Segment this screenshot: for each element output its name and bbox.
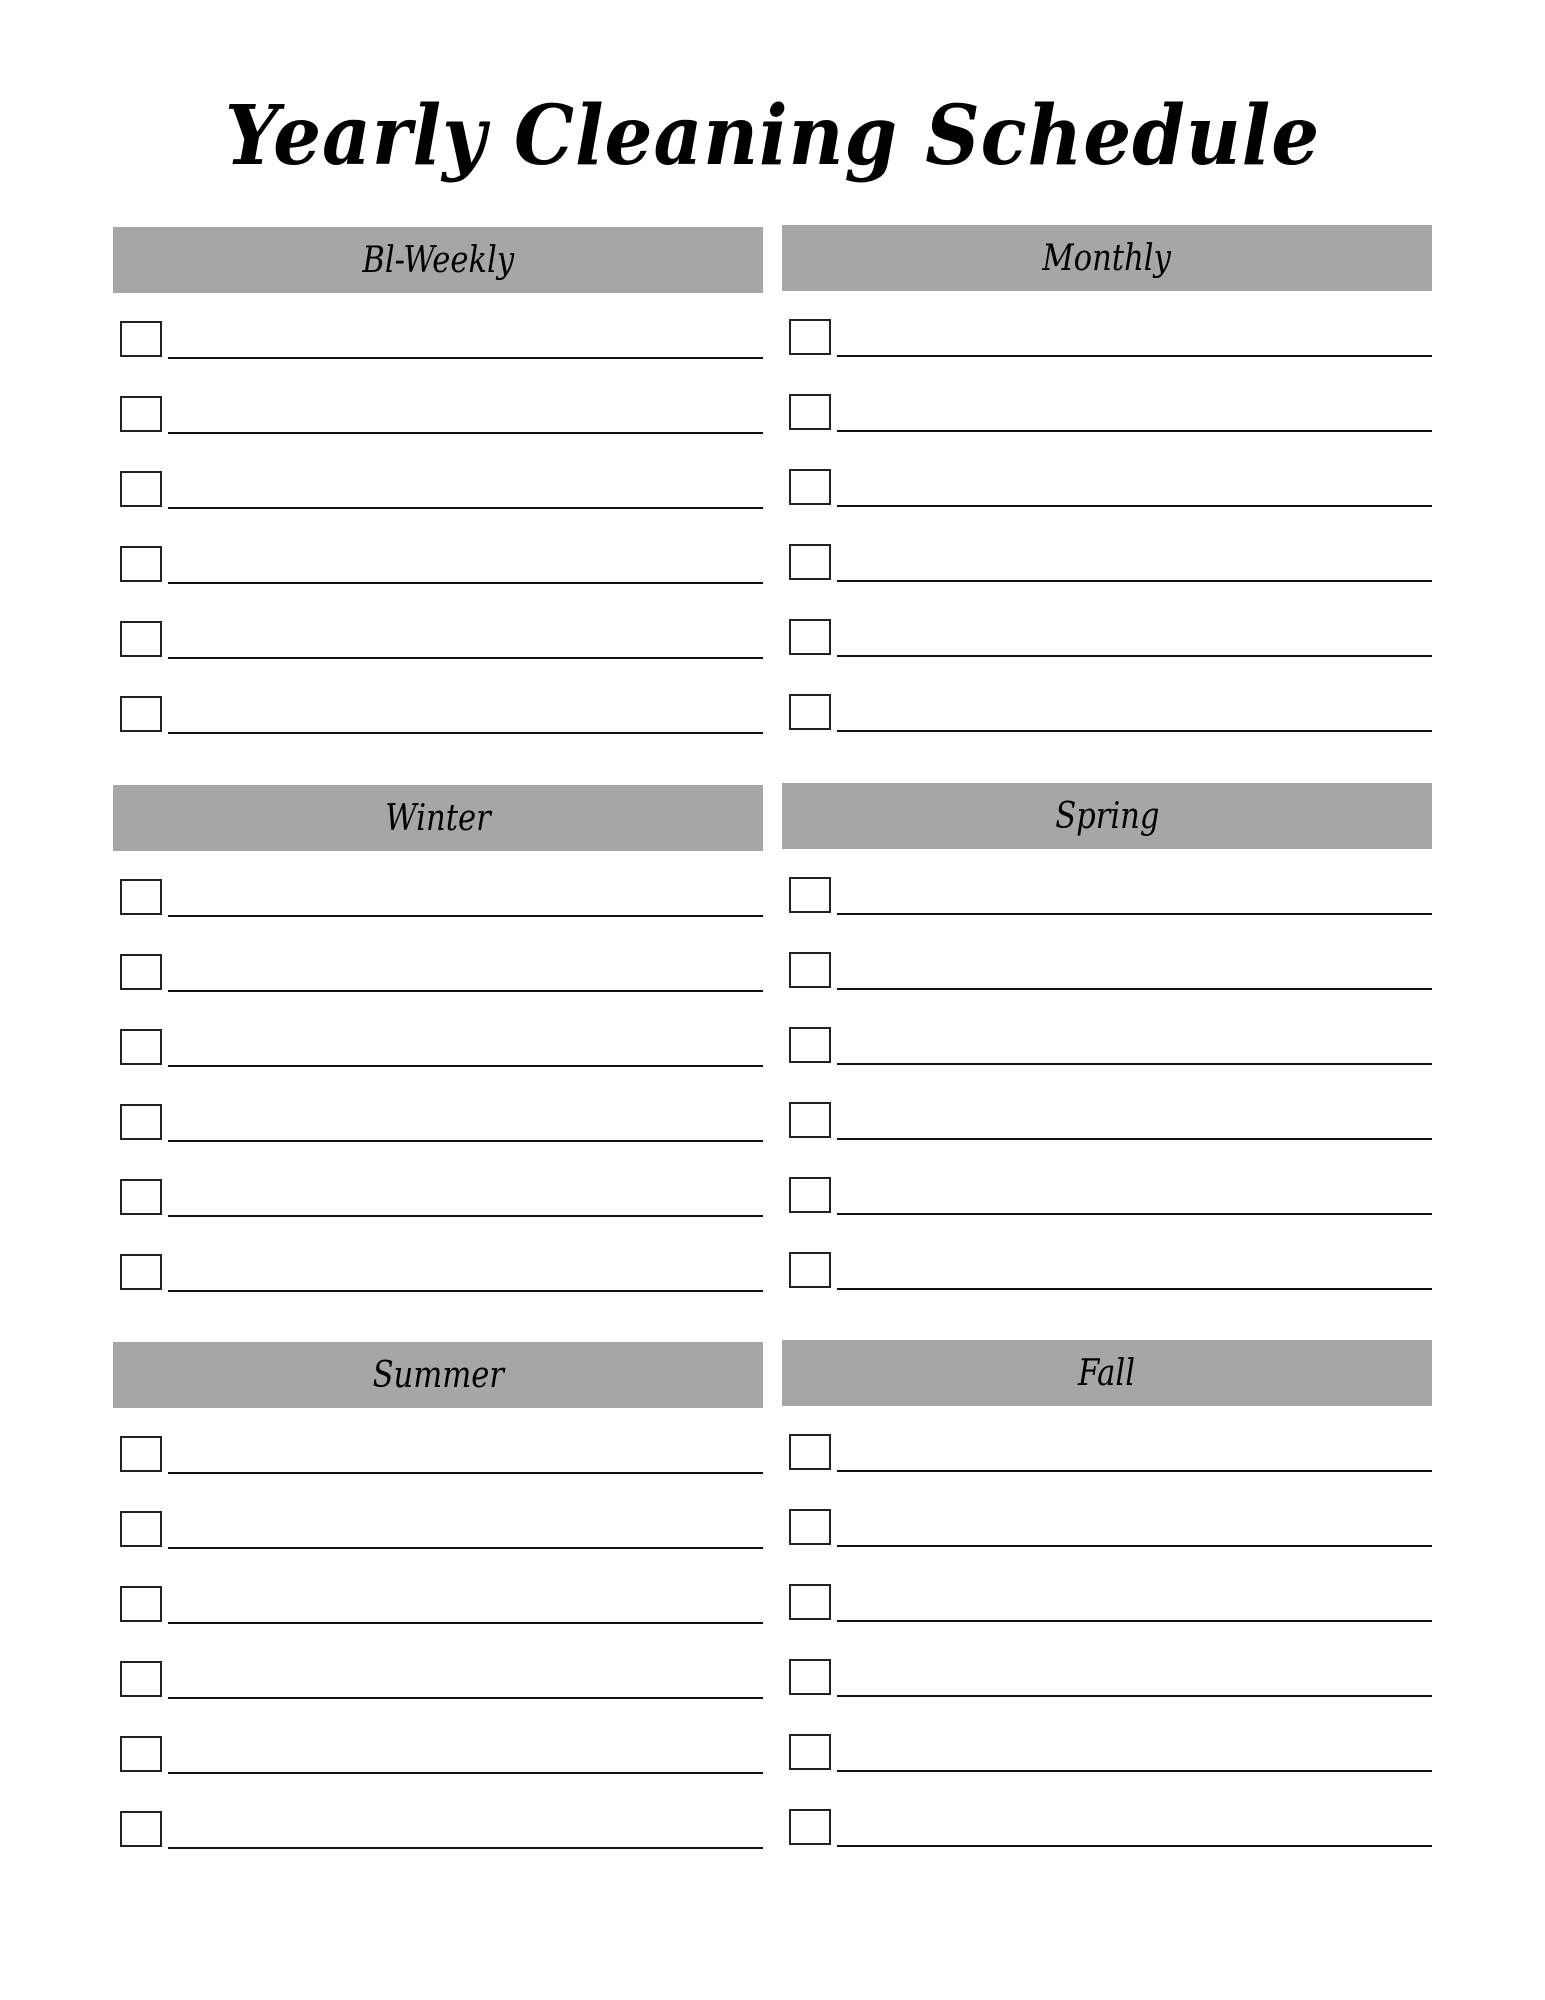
task-input[interactable] xyxy=(837,1025,1436,1061)
task-line xyxy=(837,1288,1432,1290)
section-bi-weekly xyxy=(113,227,763,743)
task-list xyxy=(782,849,1432,1299)
task-row xyxy=(113,593,763,668)
task-input[interactable] xyxy=(837,1807,1436,1843)
task-input[interactable] xyxy=(168,1809,767,1845)
task-checkbox[interactable] xyxy=(120,954,162,990)
task-input[interactable] xyxy=(168,1027,767,1063)
task-input[interactable] xyxy=(837,1250,1436,1286)
task-input[interactable] xyxy=(168,469,767,505)
task-row xyxy=(113,1001,763,1076)
task-row xyxy=(782,591,1432,666)
section-title: Summer xyxy=(372,1354,504,1396)
task-checkbox[interactable] xyxy=(120,396,162,432)
task-line xyxy=(837,1770,1432,1772)
task-list xyxy=(782,291,1432,741)
section-title: Fall xyxy=(1078,1352,1136,1394)
task-row xyxy=(782,1224,1432,1299)
task-checkbox[interactable] xyxy=(789,619,831,655)
task-input[interactable] xyxy=(837,692,1436,728)
task-line xyxy=(168,1622,763,1624)
task-line xyxy=(168,1697,763,1699)
task-input[interactable] xyxy=(168,1659,767,1695)
task-checkbox[interactable] xyxy=(120,471,162,507)
section-winter xyxy=(113,785,763,1301)
task-row xyxy=(113,443,763,518)
task-input[interactable] xyxy=(168,1102,767,1138)
section-title: Monthly xyxy=(1042,237,1172,279)
task-checkbox[interactable] xyxy=(789,1177,831,1213)
section-spring xyxy=(782,783,1432,1299)
task-checkbox[interactable] xyxy=(120,321,162,357)
task-row xyxy=(113,1708,763,1783)
task-checkbox[interactable] xyxy=(120,1661,162,1697)
page-title: Yearly Cleaning Schedule xyxy=(224,88,1321,184)
section-title: Spring xyxy=(1054,795,1160,837)
task-input[interactable] xyxy=(837,1732,1436,1768)
task-list xyxy=(782,1406,1432,1856)
task-row xyxy=(782,924,1432,999)
task-row xyxy=(113,1483,763,1558)
task-list xyxy=(113,293,763,743)
task-input[interactable] xyxy=(168,544,767,580)
task-row xyxy=(782,1481,1432,1556)
task-line xyxy=(837,1545,1432,1547)
task-input[interactable] xyxy=(837,1432,1436,1468)
task-row xyxy=(113,1558,763,1633)
task-row xyxy=(113,293,763,368)
task-row xyxy=(113,668,763,743)
task-input[interactable] xyxy=(837,1657,1436,1693)
task-input[interactable] xyxy=(168,1177,767,1213)
task-row xyxy=(782,1074,1432,1149)
task-checkbox[interactable] xyxy=(789,1509,831,1545)
task-input[interactable] xyxy=(837,950,1436,986)
task-checkbox[interactable] xyxy=(789,1027,831,1063)
task-checkbox[interactable] xyxy=(789,1659,831,1695)
task-line xyxy=(837,730,1432,732)
task-line xyxy=(837,1620,1432,1622)
section-summer xyxy=(113,1342,763,1858)
task-line xyxy=(168,915,763,917)
task-line xyxy=(168,732,763,734)
task-input[interactable] xyxy=(168,1509,767,1545)
task-row xyxy=(782,516,1432,591)
task-row xyxy=(782,1706,1432,1781)
task-line xyxy=(168,1140,763,1142)
task-input[interactable] xyxy=(837,617,1436,653)
task-line xyxy=(168,657,763,659)
task-input[interactable] xyxy=(837,317,1436,353)
section-header xyxy=(782,783,1432,849)
section-title: Winter xyxy=(385,797,491,839)
task-row xyxy=(782,441,1432,516)
task-row xyxy=(113,1783,763,1858)
section-header xyxy=(782,1340,1432,1406)
task-line xyxy=(837,988,1432,990)
task-checkbox[interactable] xyxy=(789,952,831,988)
task-input[interactable] xyxy=(168,952,767,988)
task-row xyxy=(782,291,1432,366)
section-header xyxy=(782,225,1432,291)
task-input[interactable] xyxy=(837,1507,1436,1543)
task-line xyxy=(837,655,1432,657)
task-line xyxy=(168,507,763,509)
task-checkbox[interactable] xyxy=(789,1584,831,1620)
task-checkbox[interactable] xyxy=(120,1029,162,1065)
task-line xyxy=(168,990,763,992)
section-header xyxy=(113,785,763,851)
task-row xyxy=(113,1151,763,1226)
task-input[interactable] xyxy=(168,394,767,430)
task-line xyxy=(837,1063,1432,1065)
task-line xyxy=(168,432,763,434)
task-checkbox[interactable] xyxy=(120,621,162,657)
task-row xyxy=(782,999,1432,1074)
task-row xyxy=(113,1226,763,1301)
task-row xyxy=(113,926,763,1001)
task-line xyxy=(168,1290,763,1292)
section-fall xyxy=(782,1340,1432,1856)
task-input[interactable] xyxy=(168,1434,767,1470)
task-checkbox[interactable] xyxy=(789,469,831,505)
task-line xyxy=(168,1215,763,1217)
task-checkbox[interactable] xyxy=(789,1102,831,1138)
task-input[interactable] xyxy=(837,875,1436,911)
task-checkbox[interactable] xyxy=(120,1811,162,1847)
task-row xyxy=(113,1633,763,1708)
task-row xyxy=(113,1408,763,1483)
task-row xyxy=(782,1149,1432,1224)
task-input[interactable] xyxy=(837,1100,1436,1136)
task-checkbox[interactable] xyxy=(789,544,831,580)
task-checkbox[interactable] xyxy=(789,1734,831,1770)
task-row xyxy=(782,1556,1432,1631)
task-line xyxy=(837,430,1432,432)
task-line xyxy=(837,355,1432,357)
task-line xyxy=(837,1213,1432,1215)
task-checkbox[interactable] xyxy=(789,694,831,730)
task-line xyxy=(837,505,1432,507)
task-input[interactable] xyxy=(168,877,767,913)
task-row xyxy=(782,1406,1432,1481)
task-checkbox[interactable] xyxy=(120,546,162,582)
task-input[interactable] xyxy=(837,542,1436,578)
task-line xyxy=(168,1547,763,1549)
section-header xyxy=(113,1342,763,1408)
task-line xyxy=(168,1772,763,1774)
task-line xyxy=(168,582,763,584)
task-input[interactable] xyxy=(168,1584,767,1620)
task-line xyxy=(837,1138,1432,1140)
section-monthly xyxy=(782,225,1432,741)
task-list xyxy=(113,851,763,1301)
task-line xyxy=(168,1472,763,1474)
task-checkbox[interactable] xyxy=(789,1252,831,1288)
task-checkbox[interactable] xyxy=(120,1254,162,1290)
task-row xyxy=(782,366,1432,441)
task-input[interactable] xyxy=(168,694,767,730)
task-checkbox[interactable] xyxy=(789,319,831,355)
task-input[interactable] xyxy=(168,1734,767,1770)
task-checkbox[interactable] xyxy=(120,1586,162,1622)
task-checkbox[interactable] xyxy=(120,696,162,732)
task-input[interactable] xyxy=(168,319,767,355)
task-line xyxy=(837,1845,1432,1847)
task-checkbox[interactable] xyxy=(120,1436,162,1472)
task-checkbox[interactable] xyxy=(789,1434,831,1470)
task-input[interactable] xyxy=(837,467,1436,503)
task-input[interactable] xyxy=(168,1252,767,1288)
task-line xyxy=(168,357,763,359)
task-row xyxy=(113,851,763,926)
task-line xyxy=(837,1470,1432,1472)
task-input[interactable] xyxy=(837,392,1436,428)
task-checkbox[interactable] xyxy=(789,394,831,430)
task-checkbox[interactable] xyxy=(120,1104,162,1140)
task-checkbox[interactable] xyxy=(789,877,831,913)
section-title: Bl-Weekly xyxy=(362,239,514,281)
task-row xyxy=(113,518,763,593)
task-checkbox[interactable] xyxy=(120,1511,162,1547)
task-checkbox[interactable] xyxy=(120,1179,162,1215)
task-input[interactable] xyxy=(837,1582,1436,1618)
task-checkbox[interactable] xyxy=(120,879,162,915)
task-line xyxy=(837,1695,1432,1697)
task-checkbox[interactable] xyxy=(789,1809,831,1845)
task-row xyxy=(113,368,763,443)
section-header xyxy=(113,227,763,293)
task-list xyxy=(113,1408,763,1858)
task-input[interactable] xyxy=(168,619,767,655)
task-row xyxy=(782,1781,1432,1856)
task-line xyxy=(837,913,1432,915)
task-line xyxy=(168,1065,763,1067)
task-checkbox[interactable] xyxy=(120,1736,162,1772)
task-row xyxy=(782,666,1432,741)
task-line xyxy=(837,580,1432,582)
task-input[interactable] xyxy=(837,1175,1436,1211)
task-row xyxy=(782,849,1432,924)
task-line xyxy=(168,1847,763,1849)
task-row xyxy=(782,1631,1432,1706)
task-row xyxy=(113,1076,763,1151)
